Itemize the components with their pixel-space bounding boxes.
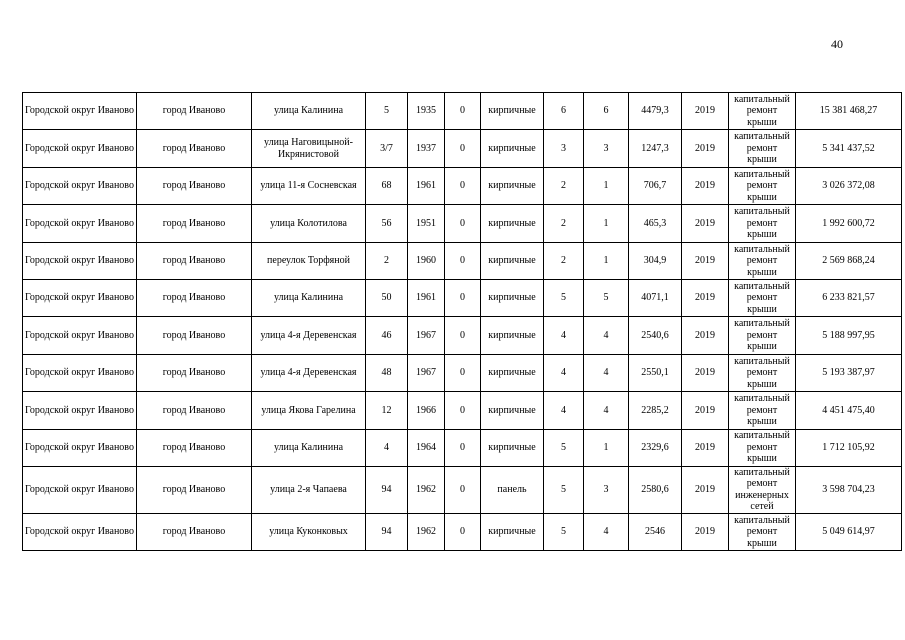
wall-material-cell: панель — [481, 466, 544, 513]
entrances-cell: 3 — [584, 130, 629, 167]
page-number: 40 — [831, 37, 843, 51]
street-cell: улица Калинина — [252, 93, 366, 130]
street-cell: улица 11-я Сосневская — [252, 167, 366, 204]
municipality-cell: Городской округ Иваново — [23, 205, 137, 242]
work-type-cell: капитальный ремонт крыши — [729, 429, 796, 466]
municipality-cell: Городской округ Иваново — [23, 354, 137, 391]
municipality-cell: Городской округ Иваново — [23, 513, 137, 550]
area-cell: 4479,3 — [629, 93, 682, 130]
floors-cell: 2 — [544, 242, 584, 279]
settlement-cell: город Иваново — [137, 513, 252, 550]
house-number-cell: 3/7 — [366, 130, 408, 167]
municipality-cell: Городской округ Иваново — [23, 93, 137, 130]
amount-cell: 6 233 821,57 — [796, 279, 902, 316]
wall-material-cell: кирпичные — [481, 167, 544, 204]
repair-year-cell: 2019 — [682, 466, 729, 513]
wall-material-cell: кирпичные — [481, 205, 544, 242]
repair-program-table — [22, 92, 902, 551]
year-built-cell: 1961 — [408, 167, 445, 204]
amount-cell: 5 188 997,95 — [796, 317, 902, 354]
house-number-cell: 12 — [366, 392, 408, 429]
area-cell: 465,3 — [629, 205, 682, 242]
work-type-cell: капитальный ремонт крыши — [729, 354, 796, 391]
floors-cell: 3 — [544, 130, 584, 167]
table-row — [23, 242, 902, 279]
settlement-cell: город Иваново — [137, 392, 252, 429]
table-row — [23, 205, 902, 242]
table-body — [23, 93, 902, 551]
repair-year-cell: 2019 — [682, 513, 729, 550]
floors-cell: 4 — [544, 392, 584, 429]
year-reconstruction-cell: 0 — [445, 205, 481, 242]
year-reconstruction-cell: 0 — [445, 513, 481, 550]
street-cell: улица 4-я Деревенская — [252, 354, 366, 391]
settlement-cell: город Иваново — [137, 167, 252, 204]
municipality-cell: Городской округ Иваново — [23, 242, 137, 279]
repair-year-cell: 2019 — [682, 279, 729, 316]
entrances-cell: 4 — [584, 354, 629, 391]
work-type-cell: капитальный ремонт инженерных сетей — [729, 466, 796, 513]
municipality-cell: Городской округ Иваново — [23, 429, 137, 466]
wall-material-cell: кирпичные — [481, 279, 544, 316]
street-cell: переулок Торфяной — [252, 242, 366, 279]
wall-material-cell: кирпичные — [481, 513, 544, 550]
municipality-cell: Городской округ Иваново — [23, 317, 137, 354]
table-row — [23, 93, 902, 130]
floors-cell: 5 — [544, 513, 584, 550]
year-built-cell: 1961 — [408, 279, 445, 316]
work-type-cell: капитальный ремонт крыши — [729, 392, 796, 429]
amount-cell: 5 193 387,97 — [796, 354, 902, 391]
entrances-cell: 1 — [584, 429, 629, 466]
year-reconstruction-cell: 0 — [445, 317, 481, 354]
year-built-cell: 1964 — [408, 429, 445, 466]
amount-cell: 3 026 372,08 — [796, 167, 902, 204]
repair-year-cell: 2019 — [682, 205, 729, 242]
year-reconstruction-cell: 0 — [445, 279, 481, 316]
street-cell: улица Наговицыной-Икрянистовой — [252, 130, 366, 167]
amount-cell: 1 712 105,92 — [796, 429, 902, 466]
street-cell: улица Колотилова — [252, 205, 366, 242]
entrances-cell: 5 — [584, 279, 629, 316]
area-cell: 304,9 — [629, 242, 682, 279]
entrances-cell: 1 — [584, 205, 629, 242]
work-type-cell: капитальный ремонт крыши — [729, 317, 796, 354]
work-type-cell: капитальный ремонт крыши — [729, 513, 796, 550]
floors-cell: 2 — [544, 167, 584, 204]
settlement-cell: город Иваново — [137, 354, 252, 391]
settlement-cell: город Иваново — [137, 279, 252, 316]
repair-year-cell: 2019 — [682, 354, 729, 391]
year-reconstruction-cell: 0 — [445, 466, 481, 513]
amount-cell: 3 598 704,23 — [796, 466, 902, 513]
year-built-cell: 1937 — [408, 130, 445, 167]
table-row — [23, 429, 902, 466]
entrances-cell: 4 — [584, 392, 629, 429]
municipality-cell: Городской округ Иваново — [23, 130, 137, 167]
work-type-cell: капитальный ремонт крыши — [729, 279, 796, 316]
year-built-cell: 1962 — [408, 513, 445, 550]
house-number-cell: 94 — [366, 466, 408, 513]
floors-cell: 2 — [544, 205, 584, 242]
repair-year-cell: 2019 — [682, 317, 729, 354]
repair-year-cell: 2019 — [682, 93, 729, 130]
year-built-cell: 1967 — [408, 354, 445, 391]
year-reconstruction-cell: 0 — [445, 242, 481, 279]
municipality-cell: Городской округ Иваново — [23, 167, 137, 204]
municipality-cell: Городской округ Иваново — [23, 392, 137, 429]
year-reconstruction-cell: 0 — [445, 354, 481, 391]
table-row — [23, 354, 902, 391]
year-built-cell: 1967 — [408, 317, 445, 354]
street-cell: улица 4-я Деревенская — [252, 317, 366, 354]
street-cell: улица 2-я Чапаева — [252, 466, 366, 513]
table-row — [23, 317, 902, 354]
street-cell: улица Якова Гарелина — [252, 392, 366, 429]
house-number-cell: 4 — [366, 429, 408, 466]
house-number-cell: 2 — [366, 242, 408, 279]
house-number-cell: 50 — [366, 279, 408, 316]
amount-cell: 1 992 600,72 — [796, 205, 902, 242]
settlement-cell: город Иваново — [137, 205, 252, 242]
year-built-cell: 1962 — [408, 466, 445, 513]
house-number-cell: 68 — [366, 167, 408, 204]
year-reconstruction-cell: 0 — [445, 130, 481, 167]
area-cell: 1247,3 — [629, 130, 682, 167]
floors-cell: 6 — [544, 93, 584, 130]
area-cell: 2580,6 — [629, 466, 682, 513]
floors-cell: 5 — [544, 466, 584, 513]
wall-material-cell: кирпичные — [481, 429, 544, 466]
year-built-cell: 1951 — [408, 205, 445, 242]
entrances-cell: 3 — [584, 466, 629, 513]
floors-cell: 4 — [544, 317, 584, 354]
table-row — [23, 466, 902, 513]
settlement-cell: город Иваново — [137, 429, 252, 466]
table-row — [23, 279, 902, 316]
amount-cell: 5 341 437,52 — [796, 130, 902, 167]
area-cell: 2550,1 — [629, 354, 682, 391]
amount-cell: 2 569 868,24 — [796, 242, 902, 279]
floors-cell: 5 — [544, 279, 584, 316]
amount-cell: 15 381 468,27 — [796, 93, 902, 130]
floors-cell: 5 — [544, 429, 584, 466]
year-built-cell: 1935 — [408, 93, 445, 130]
year-reconstruction-cell: 0 — [445, 429, 481, 466]
table-row — [23, 167, 902, 204]
house-number-cell: 56 — [366, 205, 408, 242]
area-cell: 706,7 — [629, 167, 682, 204]
house-number-cell: 46 — [366, 317, 408, 354]
municipality-cell: Городской округ Иваново — [23, 466, 137, 513]
area-cell: 4071,1 — [629, 279, 682, 316]
wall-material-cell: кирпичные — [481, 242, 544, 279]
wall-material-cell: кирпичные — [481, 354, 544, 391]
settlement-cell: город Иваново — [137, 466, 252, 513]
area-cell: 2329,6 — [629, 429, 682, 466]
wall-material-cell: кирпичные — [481, 93, 544, 130]
street-cell: улица Калинина — [252, 429, 366, 466]
street-cell: улица Куконковых — [252, 513, 366, 550]
table-row — [23, 513, 902, 550]
entrances-cell: 6 — [584, 93, 629, 130]
settlement-cell: город Иваново — [137, 317, 252, 354]
wall-material-cell: кирпичные — [481, 392, 544, 429]
house-number-cell: 5 — [366, 93, 408, 130]
floors-cell: 4 — [544, 354, 584, 391]
amount-cell: 5 049 614,97 — [796, 513, 902, 550]
settlement-cell: город Иваново — [137, 130, 252, 167]
street-cell: улица Калинина — [252, 279, 366, 316]
work-type-cell: капитальный ремонт крыши — [729, 130, 796, 167]
year-reconstruction-cell: 0 — [445, 93, 481, 130]
year-reconstruction-cell: 0 — [445, 392, 481, 429]
year-reconstruction-cell: 0 — [445, 167, 481, 204]
year-built-cell: 1960 — [408, 242, 445, 279]
work-type-cell: капитальный ремонт крыши — [729, 205, 796, 242]
work-type-cell: капитальный ремонт крыши — [729, 242, 796, 279]
area-cell: 2546 — [629, 513, 682, 550]
entrances-cell: 1 — [584, 167, 629, 204]
repair-year-cell: 2019 — [682, 392, 729, 429]
repair-year-cell: 2019 — [682, 242, 729, 279]
repair-year-cell: 2019 — [682, 167, 729, 204]
house-number-cell: 94 — [366, 513, 408, 550]
house-number-cell: 48 — [366, 354, 408, 391]
table-row — [23, 392, 902, 429]
municipality-cell: Городской округ Иваново — [23, 279, 137, 316]
settlement-cell: город Иваново — [137, 242, 252, 279]
year-built-cell: 1966 — [408, 392, 445, 429]
entrances-cell: 1 — [584, 242, 629, 279]
repair-year-cell: 2019 — [682, 429, 729, 466]
work-type-cell: капитальный ремонт крыши — [729, 93, 796, 130]
settlement-cell: город Иваново — [137, 93, 252, 130]
entrances-cell: 4 — [584, 317, 629, 354]
area-cell: 2285,2 — [629, 392, 682, 429]
area-cell: 2540,6 — [629, 317, 682, 354]
amount-cell: 4 451 475,40 — [796, 392, 902, 429]
entrances-cell: 4 — [584, 513, 629, 550]
wall-material-cell: кирпичные — [481, 317, 544, 354]
repair-year-cell: 2019 — [682, 130, 729, 167]
work-type-cell: капитальный ремонт крыши — [729, 167, 796, 204]
wall-material-cell: кирпичные — [481, 130, 544, 167]
table-row — [23, 130, 902, 167]
